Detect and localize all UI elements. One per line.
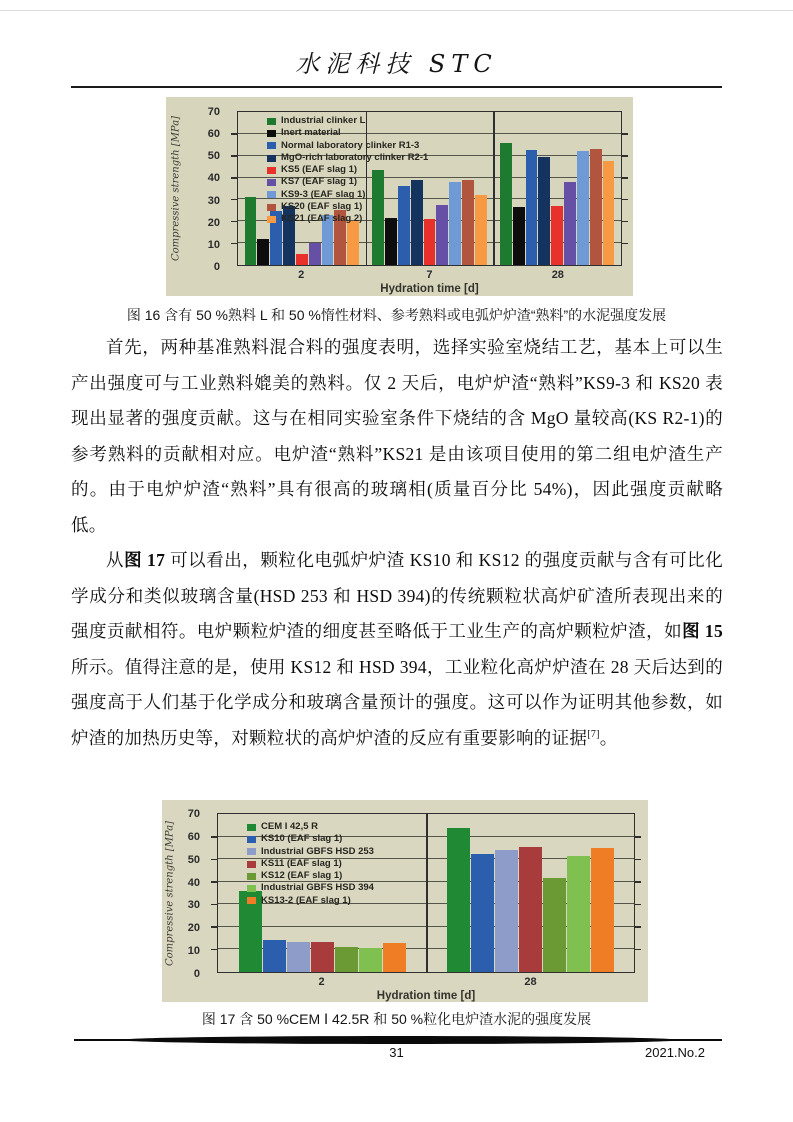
- bar: [538, 157, 550, 265]
- legend-swatch: [247, 861, 256, 868]
- figure16-legend: [267, 115, 428, 226]
- bar: [309, 243, 321, 265]
- legend-item: [267, 164, 428, 176]
- legend-item: [247, 882, 374, 894]
- figure17-caption: 图 17 含 50 %CEM Ⅰ 42.5R 和 50 %粒化电炉渣水泥的强度发展: [201, 1011, 592, 1027]
- y-tick-label: 50: [187, 853, 200, 866]
- journal-header-title: 水泥科技 STC: [295, 50, 498, 78]
- y-tick-label: 30: [207, 194, 220, 207]
- legend-swatch: [267, 191, 276, 198]
- bar: [475, 195, 487, 265]
- x-tick-label: 2: [318, 976, 325, 988]
- legend-swatch: [267, 204, 276, 211]
- y-tick-mark: [211, 859, 217, 861]
- bar: [495, 850, 518, 972]
- bar: [436, 205, 448, 265]
- bar: [513, 207, 525, 265]
- legend-label: KS20 (EAF slag 1): [281, 201, 363, 213]
- figure17-y-axis-ticks: [162, 808, 208, 980]
- scan-edge-line: [0, 10, 793, 11]
- legend-item: [247, 870, 374, 882]
- footer-divider-rule-thick: [120, 1036, 680, 1044]
- legend-item: [247, 895, 374, 907]
- x-tick-label: 7: [426, 269, 433, 281]
- y-tick-label: 0: [213, 261, 220, 273]
- bar: [383, 943, 406, 972]
- figure17-y-axis-label: Compressive strength [MPa]: [164, 820, 176, 966]
- y-tick-label: 40: [187, 876, 200, 889]
- y-tick-label: 70: [207, 106, 220, 118]
- paragraph-1: 首先，两种基准熟料混合料的强度表明，选择实验室烧结工艺，基本上可以生产出强度可与工业熟料媲美的熟料。仅 2 天后，电炉炉渣“熟料”KS9-3 和 KS20 表现出显著的强度贡献。这与在相同实验室条件下烧结的含 MgO 量较高(KS R2-1)的参考熟料的贡献相对应。电炉渣“熟料”KS21 是由该项目使用的第二组电炉渣生产的。由于电炉炉渣“熟料”具有很高的玻璃相(质量百分比 54%)，因此强度贡献略低。: [71, 337, 723, 535]
- legend-item: [267, 140, 428, 152]
- bar: [245, 197, 257, 265]
- legend-label: MgO-rich laboratory clinker R2-1: [281, 151, 429, 163]
- bar: [462, 180, 474, 265]
- y-tick-label: 30: [187, 899, 200, 912]
- bar: [359, 948, 382, 972]
- bar: [449, 182, 461, 265]
- y-tick-mark: [622, 155, 628, 157]
- y-tick-mark: [622, 243, 628, 245]
- bar: [257, 239, 269, 265]
- legend-label: KS10 (EAF slag 1): [261, 833, 343, 845]
- figure16-x-axis-ticks: [237, 269, 622, 281]
- bar: [424, 219, 436, 265]
- y-tick-label: 0: [193, 968, 200, 980]
- y-tick-mark: [211, 926, 217, 928]
- legend-item: [267, 201, 428, 213]
- y-tick-label: 50: [207, 150, 220, 163]
- issue-number: 2021.No.2: [645, 1045, 705, 1060]
- legend-item: [247, 858, 374, 870]
- legend-label: KS12 (EAF slag 1): [261, 870, 343, 882]
- legend-swatch: [267, 167, 276, 174]
- y-tick-mark: [635, 881, 641, 883]
- legend-item: [247, 833, 374, 845]
- legend-label: CEM I 42,5 R: [261, 821, 319, 832]
- legend-item: [267, 189, 428, 201]
- legend-swatch: [267, 118, 276, 125]
- figure16-chart-image: [166, 97, 633, 296]
- y-tick-mark: [622, 221, 628, 223]
- y-tick-mark: [231, 243, 237, 245]
- bar: [287, 942, 310, 972]
- legend-swatch: [247, 897, 256, 904]
- paragraph-2: 从图 17 可以看出，颗粒化电弧炉炉渣 KS10 和 KS12 的强度贡献与含有可比化学成分和类似玻璃含量(HSD 253 和 HSD 394)的传统颗粒状高炉矿渣所表现出来的强度贡献相符。电炉颗粒炉渣的细度甚至略低于工业生产的高炉颗粒炉渣，如图 15 所示。值得注意的是，使用 KS12 和 HSD 394，工业粒化高炉炉渣在 28 天后达到的强度高于人们基于化学成分和玻璃含量预计的强度。这可以作为证明其他参数，如炉渣的加热历史等，对颗粒状的高炉炉渣的反应有重要影响的证据[7]。: [71, 550, 724, 748]
- y-tick-mark: [231, 221, 237, 223]
- y-tick-mark: [211, 881, 217, 883]
- bar: [263, 940, 286, 972]
- legend-label: Inert material: [281, 127, 341, 139]
- legend-label: KS11 (EAF slag 1): [261, 857, 342, 869]
- y-tick-label: 20: [187, 922, 200, 935]
- figure16-x-axis-label: Hydration time [d]: [380, 283, 479, 295]
- bar: [296, 254, 308, 265]
- y-tick-mark: [635, 859, 641, 861]
- legend-item: [267, 115, 428, 127]
- y-tick-mark: [622, 177, 628, 179]
- legend-swatch: [247, 836, 256, 843]
- y-tick-label: 60: [207, 128, 220, 141]
- bar: [603, 161, 615, 265]
- y-tick-label: 10: [187, 945, 200, 958]
- x-tick-label: 2: [298, 269, 305, 281]
- bar-group-day-28: [426, 814, 634, 972]
- bar: [347, 221, 359, 265]
- bar: [335, 947, 358, 972]
- legend-item: [267, 176, 428, 188]
- figure17-x-axis-ticks: [217, 976, 635, 988]
- legend-label: Normal laboratory clinker R1-3: [281, 139, 420, 151]
- legend-label: KS21 (EAF slag 2): [281, 213, 363, 225]
- y-tick-label: 10: [207, 238, 220, 251]
- page-number: 31: [389, 1045, 404, 1060]
- legend-swatch: [267, 142, 276, 149]
- bar: [577, 151, 589, 265]
- figure17-x-axis-label: Hydration time [d]: [376, 990, 476, 1002]
- bar: [500, 143, 512, 265]
- x-tick-label: 28: [551, 269, 564, 281]
- y-tick-mark: [635, 904, 641, 906]
- y-tick-mark: [231, 155, 237, 157]
- y-tick-mark: [231, 133, 237, 135]
- legend-swatch: [247, 873, 256, 880]
- y-tick-mark: [635, 926, 641, 928]
- bar: [471, 854, 494, 973]
- legend-label: Industrial clinker L: [281, 115, 366, 126]
- legend-swatch: [267, 216, 276, 223]
- y-tick-mark: [635, 949, 641, 951]
- y-tick-mark: [231, 199, 237, 201]
- legend-label: KS5 (EAF slag 1): [281, 164, 358, 176]
- y-tick-label: 20: [207, 216, 220, 229]
- bar: [590, 149, 602, 265]
- header-divider-rule: [71, 86, 722, 88]
- y-tick-label: 40: [207, 172, 220, 185]
- legend-label: Industrial GBFS HSD 253: [261, 845, 374, 857]
- figure17-legend: [247, 821, 374, 907]
- legend-swatch: [267, 130, 276, 137]
- bar-group-day-28: [493, 112, 621, 265]
- bar: [311, 942, 334, 972]
- legend-item: [247, 821, 374, 833]
- legend-item: [267, 152, 428, 164]
- bar: [543, 878, 566, 972]
- figure16-y-axis-ticks: [166, 106, 228, 273]
- y-tick-mark: [211, 836, 217, 838]
- y-tick-mark: [211, 904, 217, 906]
- figure16-y-axis-label: Compressive strength [MPa]: [170, 115, 182, 262]
- figure16-caption: 图 16 含有 50 %熟料 L 和 50 %惰性材料、参考熟料或电弧炉炉渣“熟料”的水泥强度发展: [126, 307, 667, 323]
- y-tick-mark: [231, 177, 237, 179]
- figure17-chart-image: [162, 800, 648, 1002]
- legend-item: [267, 127, 428, 139]
- legend-item: [247, 846, 374, 858]
- y-tick-label: 70: [187, 808, 200, 820]
- legend-swatch: [267, 179, 276, 186]
- y-tick-mark: [635, 836, 641, 838]
- bar: [551, 206, 563, 265]
- legend-label: KS7 (EAF slag 1): [281, 176, 358, 188]
- body-text-block: [71, 330, 723, 756]
- bar: [591, 848, 614, 972]
- legend-label: KS13-2 (EAF slag 1): [261, 894, 351, 906]
- legend-swatch: [247, 885, 256, 892]
- y-tick-mark: [622, 199, 628, 201]
- legend-swatch: [247, 824, 256, 831]
- y-tick-label: 60: [187, 830, 200, 843]
- y-tick-mark: [211, 949, 217, 951]
- bar: [526, 150, 538, 265]
- bar: [447, 828, 470, 972]
- legend-label: Industrial GBFS HSD 394: [261, 882, 374, 894]
- bar: [564, 182, 576, 265]
- legend-label: KS9-3 (EAF slag 1): [281, 188, 366, 200]
- legend-item: [267, 213, 428, 225]
- legend-swatch: [267, 155, 276, 162]
- bar: [519, 847, 542, 972]
- bar: [567, 856, 590, 972]
- legend-swatch: [247, 848, 256, 855]
- x-tick-label: 28: [524, 976, 537, 988]
- y-tick-mark: [622, 133, 628, 135]
